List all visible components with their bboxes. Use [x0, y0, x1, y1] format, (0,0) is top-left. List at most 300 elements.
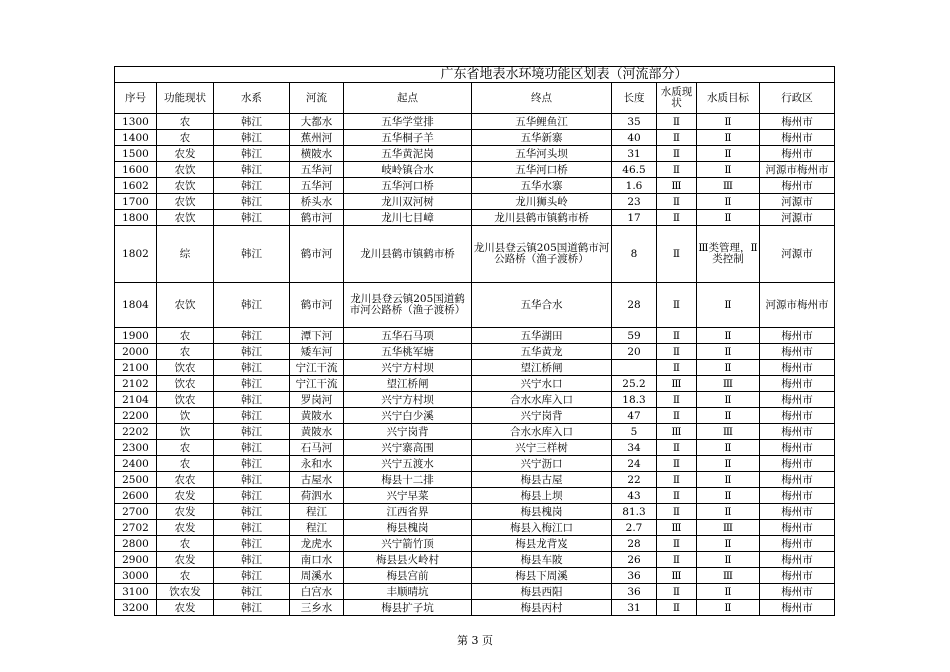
table-cell: 梅州市	[760, 178, 835, 194]
table-cell: 兴宁寨高围	[344, 440, 472, 456]
table-cell: Ⅱ	[697, 130, 760, 146]
table-cell: Ⅱ	[697, 440, 760, 456]
table-cell: 韩江	[214, 328, 290, 344]
page-number: 第 3 页	[457, 634, 493, 647]
table-cell: 合水水库入口	[472, 392, 612, 408]
table-cell: 丰顺晴坑	[344, 584, 472, 600]
table-cell: Ⅱ	[697, 360, 760, 376]
table-cell: 农	[157, 568, 214, 584]
table-cell: 农发	[157, 488, 214, 504]
table-cell: 梅州市	[760, 488, 835, 504]
table-cell: 韩江	[214, 360, 290, 376]
table-cell: 河源市	[760, 194, 835, 210]
table-cell: 农	[157, 344, 214, 360]
table-cell: Ⅱ	[657, 210, 697, 226]
table-cell: 兴宁岗背	[472, 408, 612, 424]
table-cell: 五华石马项	[344, 328, 472, 344]
table-cell: 合水水库入口	[472, 424, 612, 440]
table-cell: 韩江	[214, 178, 290, 194]
table-cell: Ⅱ	[697, 488, 760, 504]
table-cell: 2200	[115, 408, 157, 424]
table-cell: 梅州市	[760, 472, 835, 488]
table-row	[115, 584, 835, 600]
table-cell: 望江桥闸	[344, 376, 472, 392]
table-cell	[612, 360, 657, 376]
table-cell: 2700	[115, 504, 157, 520]
table-cell: 1300	[115, 114, 157, 130]
table-cell: Ⅲ	[697, 520, 760, 536]
table-cell: Ⅱ	[697, 328, 760, 344]
table-cell: 梅县宫前	[344, 568, 472, 584]
table-cell: 2600	[115, 488, 157, 504]
table-cell: 农发	[157, 504, 214, 520]
table-cell: 龙川县鹤市镇鹤市桥	[472, 210, 612, 226]
table-cell: 韩江	[214, 146, 290, 162]
table-cell: Ⅱ	[657, 600, 697, 616]
table-cell: Ⅲ	[697, 424, 760, 440]
table-cell: Ⅱ	[697, 194, 760, 210]
table-cell: 梅州市	[760, 536, 835, 552]
table-cell: 河源市	[760, 226, 835, 283]
table-cell: 43	[612, 488, 657, 504]
table-cell: 饮农	[157, 392, 214, 408]
table-cell: 龙川双河树	[344, 194, 472, 210]
table-cell: 五华黄龙	[472, 344, 612, 360]
table-cell: Ⅱ	[657, 360, 697, 376]
table-cell: 8	[612, 226, 657, 283]
table-cell: 饮农发	[157, 584, 214, 600]
table-cell: 韩江	[214, 520, 290, 536]
table-cell: 龙虎水	[290, 536, 344, 552]
table-cell: 2702	[115, 520, 157, 536]
table-cell: Ⅲ类管理，Ⅱ类控制	[697, 226, 760, 283]
table-cell: 农饮	[157, 194, 214, 210]
table-cell: 36	[612, 568, 657, 584]
river-function-table	[114, 66, 835, 616]
table-cell: 河源市梅州市	[760, 162, 835, 178]
table-cell: 韩江	[214, 488, 290, 504]
table-cell: 36	[612, 584, 657, 600]
table-cell: 岐岭镇合水	[344, 162, 472, 178]
table-cell: 2900	[115, 552, 157, 568]
table-cell: 农	[157, 456, 214, 472]
table-cell: 韩江	[214, 130, 290, 146]
table-cell: 梅县下周溪	[472, 568, 612, 584]
table-row	[115, 456, 835, 472]
table-cell: Ⅱ	[697, 392, 760, 408]
table-cell: 2104	[115, 392, 157, 408]
table-cell: 梅州市	[760, 146, 835, 162]
table-cell: 五华学堂排	[344, 114, 472, 130]
table-cell: 22	[612, 472, 657, 488]
table-cell: 2202	[115, 424, 157, 440]
table-cell: 韩江	[214, 283, 290, 328]
table-cell: 梅县县火岭村	[344, 552, 472, 568]
table-cell: 韩江	[214, 584, 290, 600]
table-cell: Ⅱ	[697, 536, 760, 552]
table-cell: 梅州市	[760, 600, 835, 616]
table-row	[115, 210, 835, 226]
table-cell: Ⅱ	[657, 328, 697, 344]
table-cell: 梅州市	[760, 584, 835, 600]
table-cell: 石马河	[290, 440, 344, 456]
table-cell: 1900	[115, 328, 157, 344]
table-row	[115, 146, 835, 162]
table-cell: 1400	[115, 130, 157, 146]
column-header: 起点	[344, 83, 472, 114]
table-cell: 梅县扩子坑	[344, 600, 472, 616]
table-cell: 31	[612, 600, 657, 616]
table-cell: Ⅱ	[697, 552, 760, 568]
table-cell: 2800	[115, 536, 157, 552]
table-cell: 龙川狮头岭	[472, 194, 612, 210]
table-cell: Ⅱ	[657, 283, 697, 328]
table-cell: 五华黄泥岗	[344, 146, 472, 162]
table-cell: 程江	[290, 520, 344, 536]
table-cell: Ⅲ	[657, 424, 697, 440]
table-cell: 韩江	[214, 456, 290, 472]
table-cell: 兴宁白少溪	[344, 408, 472, 424]
table-cell: Ⅱ	[697, 114, 760, 130]
table-cell: 宁江干流	[290, 360, 344, 376]
table-cell: 横陂水	[290, 146, 344, 162]
table-cell: 韩江	[214, 568, 290, 584]
table-cell: 五华新寨	[472, 130, 612, 146]
table-cell: 黄陂水	[290, 424, 344, 440]
table-cell: 3000	[115, 568, 157, 584]
table-cell: 23	[612, 194, 657, 210]
table-row	[115, 283, 835, 328]
table-cell: 兴宁早菜	[344, 488, 472, 504]
table-cell: 兴宁箭竹顶	[344, 536, 472, 552]
table-cell: 34	[612, 440, 657, 456]
table-cell: 大都水	[290, 114, 344, 130]
table-cell: 梅县龙背岌	[472, 536, 612, 552]
table-cell: Ⅱ	[697, 456, 760, 472]
table-cell: 梅州市	[760, 552, 835, 568]
table-cell: 农发	[157, 146, 214, 162]
table-cell: Ⅲ	[697, 568, 760, 584]
table-cell: 28	[612, 536, 657, 552]
table-cell: 26	[612, 552, 657, 568]
table-cell: 1.6	[612, 178, 657, 194]
table-cell: Ⅱ	[657, 408, 697, 424]
table-cell: 梅州市	[760, 344, 835, 360]
table-cell: 龙川县登云镇205国道鹤市河公路桥（渔子渡桥）	[472, 226, 612, 283]
table-row	[115, 440, 835, 456]
table-cell: 28	[612, 283, 657, 328]
table-cell: 韩江	[214, 552, 290, 568]
table-cell: 25.2	[612, 376, 657, 392]
table-cell: 梅州市	[760, 440, 835, 456]
table-cell: 兴宁水口	[472, 376, 612, 392]
table-cell: 1802	[115, 226, 157, 283]
table-cell: 韩江	[214, 536, 290, 552]
column-header: 行政区	[760, 83, 835, 114]
table-cell: 韩江	[214, 424, 290, 440]
table-row	[115, 408, 835, 424]
table-cell: Ⅱ	[657, 226, 697, 283]
table-cell: 17	[612, 210, 657, 226]
table-cell: 1500	[115, 146, 157, 162]
table-cell: 农	[157, 440, 214, 456]
table-cell: 蕉州河	[290, 130, 344, 146]
table-row	[115, 178, 835, 194]
table-cell: 梅州市	[760, 520, 835, 536]
table-cell: Ⅱ	[657, 392, 697, 408]
table-cell: 兴宁沥口	[472, 456, 612, 472]
table-cell: 周溪水	[290, 568, 344, 584]
table-cell: 1602	[115, 178, 157, 194]
table-cell: 2000	[115, 344, 157, 360]
table-cell: 农	[157, 130, 214, 146]
table-cell: Ⅱ	[657, 162, 697, 178]
table-cell: 桥头水	[290, 194, 344, 210]
table-cell: 五华鲤鱼江	[472, 114, 612, 130]
table-cell: 31	[612, 146, 657, 162]
table-cell: 宁江干流	[290, 376, 344, 392]
table-cell: Ⅲ	[697, 178, 760, 194]
table-cell: 五华河头坝	[472, 146, 612, 162]
table-cell: 韩江	[214, 344, 290, 360]
table-cell: 龙川七目嶂	[344, 210, 472, 226]
table-row	[115, 600, 835, 616]
table-cell: Ⅱ	[697, 504, 760, 520]
table-cell: Ⅱ	[657, 146, 697, 162]
table-cell: 韩江	[214, 194, 290, 210]
table-cell: Ⅱ	[657, 584, 697, 600]
table-cell: 韩江	[214, 210, 290, 226]
table-cell: 五华河	[290, 178, 344, 194]
table-cell: 永和水	[290, 456, 344, 472]
table-cell: 1804	[115, 283, 157, 328]
table-cell: 韩江	[214, 162, 290, 178]
table-cell: 韩江	[214, 440, 290, 456]
table-cell: 韩江	[214, 408, 290, 424]
table-cell: 梅州市	[760, 456, 835, 472]
table-cell: 2300	[115, 440, 157, 456]
table-cell: 农发	[157, 520, 214, 536]
table-cell: 梅县古屋	[472, 472, 612, 488]
table-cell: 兴宁五渡水	[344, 456, 472, 472]
table-row	[115, 424, 835, 440]
table-row	[115, 114, 835, 130]
column-header: 水质目标	[697, 83, 760, 114]
table-cell: 龙川县鹤市镇鹤市桥	[344, 226, 472, 283]
table-cell: 五华湖田	[472, 328, 612, 344]
table-cell: Ⅱ	[697, 408, 760, 424]
table-cell: Ⅱ	[697, 344, 760, 360]
column-header: 河流	[290, 83, 344, 114]
table-row	[115, 552, 835, 568]
table-cell: Ⅲ	[697, 376, 760, 392]
table-cell: Ⅲ	[657, 568, 697, 584]
table-cell: 矮车河	[290, 344, 344, 360]
table-row	[115, 376, 835, 392]
table-row	[115, 328, 835, 344]
table-cell: 五华桃军塘	[344, 344, 472, 360]
table-cell: 梅州市	[760, 130, 835, 146]
table-cell: 3100	[115, 584, 157, 600]
column-header: 终点	[472, 83, 612, 114]
table-cell: 韩江	[214, 226, 290, 283]
table-cell: 梅州市	[760, 114, 835, 130]
table-cell: Ⅱ	[697, 584, 760, 600]
table-cell: 46.5	[612, 162, 657, 178]
table-cell: 程江	[290, 504, 344, 520]
table-cell: Ⅱ	[697, 210, 760, 226]
table-cell: Ⅱ	[657, 130, 697, 146]
header-row	[115, 83, 835, 114]
table-cell: Ⅲ	[657, 178, 697, 194]
table-cell: 梅州市	[760, 568, 835, 584]
table-cell: Ⅱ	[697, 146, 760, 162]
column-header: 水系	[214, 83, 290, 114]
table-cell: Ⅱ	[697, 162, 760, 178]
table-cell: 梅县丙村	[472, 600, 612, 616]
table-cell: 梅州市	[760, 424, 835, 440]
table-row	[115, 536, 835, 552]
table-cell: 饮农	[157, 376, 214, 392]
table-row	[115, 162, 835, 178]
table-cell: 梅州市	[760, 504, 835, 520]
table-cell: 五华水寨	[472, 178, 612, 194]
table-cell: Ⅱ	[657, 344, 697, 360]
table-cell: 黄陂水	[290, 408, 344, 424]
table-row	[115, 504, 835, 520]
table-cell: 20	[612, 344, 657, 360]
table-cell: Ⅱ	[657, 114, 697, 130]
table-cell: 农发	[157, 600, 214, 616]
table-cell: 韩江	[214, 504, 290, 520]
table-cell: Ⅱ	[657, 194, 697, 210]
table-row	[115, 488, 835, 504]
table-cell: 59	[612, 328, 657, 344]
table-row	[115, 194, 835, 210]
table-cell: 韩江	[214, 114, 290, 130]
table-cell: 鹤市河	[290, 226, 344, 283]
table-cell: 荷泗水	[290, 488, 344, 504]
table-row	[115, 360, 835, 376]
table-cell: 2.7	[612, 520, 657, 536]
table-row	[115, 568, 835, 584]
table-cell: 梅州市	[760, 408, 835, 424]
table-cell: 饮	[157, 408, 214, 424]
table-cell: 1800	[115, 210, 157, 226]
table-cell: 2100	[115, 360, 157, 376]
table-cell: 韩江	[214, 376, 290, 392]
table-cell: Ⅱ	[657, 536, 697, 552]
table-cell: 梅县槐岗	[472, 504, 612, 520]
table-cell: 梅县上坝	[472, 488, 612, 504]
table-cell: 河源市梅州市	[760, 283, 835, 328]
column-header: 长度	[612, 83, 657, 114]
table-cell: 农	[157, 114, 214, 130]
column-header: 功能现状	[157, 83, 214, 114]
table-cell: 综	[157, 226, 214, 283]
table-cell: 40	[612, 130, 657, 146]
table-cell: 韩江	[214, 600, 290, 616]
table-cell: 农饮	[157, 178, 214, 194]
table-cell: 农	[157, 328, 214, 344]
table-cell: 梅州市	[760, 360, 835, 376]
table-cell: 农饮	[157, 162, 214, 178]
table-cell: Ⅱ	[657, 472, 697, 488]
table-cell: 18.3	[612, 392, 657, 408]
table-cell: 罗岗河	[290, 392, 344, 408]
table-cell: 梅州市	[760, 328, 835, 344]
table-cell: 韩江	[214, 392, 290, 408]
table-cell: 1600	[115, 162, 157, 178]
table-cell: 兴宁方村坝	[344, 392, 472, 408]
table-cell: Ⅲ	[657, 520, 697, 536]
table-cell: 河源市	[760, 210, 835, 226]
table-row	[115, 226, 835, 283]
table-cell: 兴宁三样树	[472, 440, 612, 456]
table-cell: 2500	[115, 472, 157, 488]
table-title: 广东省地表水环境功能区划表（河流部分）	[115, 67, 835, 83]
table-cell: 梅县西阳	[472, 584, 612, 600]
table-cell: 农农	[157, 472, 214, 488]
table-row	[115, 344, 835, 360]
table-cell: 饮	[157, 424, 214, 440]
table-cell: 2400	[115, 456, 157, 472]
table-cell: 古屋水	[290, 472, 344, 488]
table-cell: 梅县入梅江口	[472, 520, 612, 536]
table-cell: 35	[612, 114, 657, 130]
table-cell: 三乡水	[290, 600, 344, 616]
table-cell: 白宫水	[290, 584, 344, 600]
table-cell: 望江桥闸	[472, 360, 612, 376]
table-cell: 农	[157, 536, 214, 552]
table-cell: Ⅱ	[657, 440, 697, 456]
table-cell: Ⅱ	[697, 600, 760, 616]
table-cell: 农饮	[157, 210, 214, 226]
table-cell: 农饮	[157, 283, 214, 328]
table-cell: 47	[612, 408, 657, 424]
table-cell: 兴宁方村坝	[344, 360, 472, 376]
table-cell: 3200	[115, 600, 157, 616]
table-cell: 1700	[115, 194, 157, 210]
table-cell: Ⅱ	[697, 472, 760, 488]
table-cell: 江西省界	[344, 504, 472, 520]
table-cell: 鹤市河	[290, 210, 344, 226]
column-header: 序号	[115, 83, 157, 114]
table-cell: 南口水	[290, 552, 344, 568]
table-cell: 饮农	[157, 360, 214, 376]
table-cell: 五华河口桥	[472, 162, 612, 178]
table-cell: 五华河	[290, 162, 344, 178]
table-cell: 潭下河	[290, 328, 344, 344]
table-cell: 五华河口桥	[344, 178, 472, 194]
table-cell: 24	[612, 456, 657, 472]
table-cell: Ⅱ	[657, 504, 697, 520]
table-cell: 五华桐子羊	[344, 130, 472, 146]
table-row	[115, 392, 835, 408]
table-cell: Ⅲ	[657, 376, 697, 392]
table-cell: 梅县车陂	[472, 552, 612, 568]
table-row	[115, 472, 835, 488]
table-cell: 兴宁岗背	[344, 424, 472, 440]
table-cell: 梅县十二排	[344, 472, 472, 488]
table-cell: Ⅱ	[657, 456, 697, 472]
table-row	[115, 520, 835, 536]
table-cell: 梅州市	[760, 392, 835, 408]
table-cell: 5	[612, 424, 657, 440]
table-row	[115, 130, 835, 146]
table-cell: 梅州市	[760, 376, 835, 392]
table-cell: 韩江	[214, 472, 290, 488]
